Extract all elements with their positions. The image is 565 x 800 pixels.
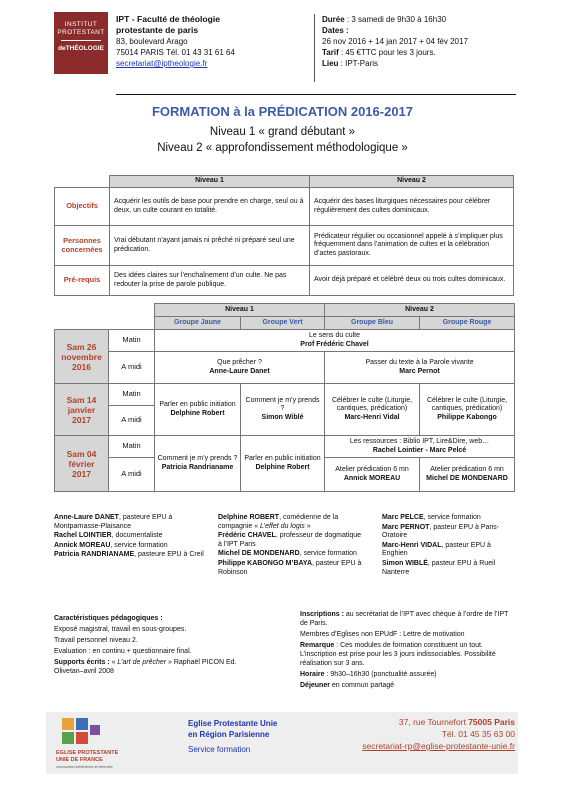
service-formation: Service formation [188,745,251,754]
person-moreau: Annick MOREAU, service formation [54,541,168,549]
day3-jaune: Comment je m’y prends ? Patricia Randrianame [155,436,241,492]
table-row [55,226,514,266]
levels-header-2: Niveau 2 [310,176,514,188]
row-label-prerequis: Pré-requis [55,266,110,296]
pedagogy-line2: Travail personnel niveau 2. [54,637,138,644]
church-name-2: en Région Parisienne [188,730,270,739]
day2-amidi-label: A midi [109,406,155,436]
institution-email-link[interactable]: secretariat@iptheologie.fr [116,59,208,68]
objectifs-n2: Acquérir des bases liturgiques nécessaires pour célébrer régulièrement des cultes dominicaux. [310,188,514,226]
inscriptions-line: Inscriptions : au secrétariat de l’IPT avec chèque à l’ordre de l’IPT de Paris. [300,611,509,627]
logo-line3: deTHÉOLOGIE [58,45,104,52]
day1-amidi-n2: Passer du texte à la Parole vivante Marc Pernot [325,352,515,384]
day3-rouge: Atelier prédication 6 mn Michel DE MONDENARD [420,458,515,492]
objectifs-n1: Acquérir les outils de base pour prendre en charge, seul ou à deux, un culte courant en totalité. [110,188,310,226]
people-col-2 [218,514,366,578]
personnes-n1: Vrai débutant n’ayant jamais ni prêché ni préparé seul une prédication. [110,226,310,266]
logo-line2: PROTESTANT [57,29,105,36]
day3-date: Sam 04 février 2017 [55,436,109,492]
person-kabongo: Philippe KABONGO M’BAYA, pasteur EPU à Robinson [218,559,362,576]
svg-text:UNIE DE FRANCE: UNIE DE FRANCE [56,757,103,763]
levels-header-1: Niveau 1 [110,176,310,188]
group-vert: Groupe Vert [241,317,325,330]
subtitle-level-2: Niveau 2 « approfondissement méthodologique » [157,142,408,154]
practical-block [300,610,514,692]
header-divider [314,14,315,82]
dates-value: 26 nov 2016 + 14 jan 2017 + 04 fév 2017 [322,37,468,46]
footer-email-link[interactable]: secretariat-rp@eglise-protestante-unie.fr [362,741,515,751]
day3-matin-label: Matin [109,436,155,458]
schedule-level-2: Niveau 2 [325,304,515,317]
day2-matin-label: Matin [109,384,155,406]
person-mondenard: Michel DE MONDENARD, service formation [218,550,357,558]
institution-name-1: IPT - Faculté de théologie [116,14,221,24]
dates-label: Dates [322,26,344,35]
day3-bleu: Atelier prédication 6 mn Annick MOREAU [325,458,420,492]
person-chavel: Frédéric CHAVEL, professeur de dogmatique à l’IPT Paris [218,532,362,548]
person-randrianame: Patricia RANDRIANAME, pasteure EPU à Creil [54,551,204,559]
day2-jaune: Parler en public initiation Delphine Robert [155,384,241,436]
day2-rouge: Célébrer le culte (Liturgie, cantiques, prédication) Philippe Kabongo [420,384,515,436]
pedagogy-title: Caractéristiques pédagogiques : [54,615,163,622]
day1-amidi-n1: Que prêcher ? Anne-Laure Danet [155,352,325,384]
table-row [55,330,515,352]
people-col-1 [54,514,204,561]
day2-bleu: Célébrer le culte (Liturgie, cantiques, prédication) Marc-Henri Vidal [325,384,420,436]
person-danet: Anne-Laure DANET, pasteure EPU à Montparnasse-Plaisance [54,514,173,530]
people-col-3 [382,514,514,578]
table-row [55,384,515,406]
person-lointier: Rachel LOINTIER, documentaliste [54,532,163,540]
footer-street: 37, rue Tournefort 75005 Paris [398,717,515,727]
row-label-personnes: Personnes concernées [55,226,110,266]
remarque-line: Remarque : Ces modules de formation constituent un tout. L’inscription est prise pour les 3 jours indissociables. Possibilité réalisation sur 3 ans. [300,642,496,667]
tarif-value: : 45 €TTC pour les 3 jours. [338,48,436,57]
members-line: Membres d’Eglises non EPUdF : Lettre de motivation [300,631,465,638]
footer-address [320,716,515,752]
personnes-n2: Prédicateur régulier ou occasionnel appelé à s’impliquer plus fréquemment dans l’animation de cultes et la célébration d’actes pastoraux. [310,226,514,266]
table-row [55,266,514,296]
table-row [55,436,515,458]
group-jaune: Groupe Jaune [155,317,241,330]
pedagogy-line1: Exposé magistral, travail en sous-groupes. [54,626,187,633]
person-wible: Simon WIBLÉ, pasteur EPU à Rueil Nanterre [382,559,496,576]
horaire-line: Horaire : 9h30–16h30 (ponctualité assurée) [300,671,437,678]
person-vidal: Marc-Henri VIDAL, pasteur EPU à Enghien [382,541,491,558]
pedagogy-block [54,614,264,678]
schedule-level-1: Niveau 1 [155,304,325,317]
svg-text:communion luthérienne et réfor: communion luthérienne et réformée [56,765,113,769]
person-pernot: Marc PERNOT, pasteur EPU à Paris-Oratoire [382,523,500,540]
svg-text:EGLISE PROTESTANTE: EGLISE PROTESTANTE [56,750,119,756]
tarif-label: Tarif [322,48,339,57]
lieu-label: Lieu [322,59,339,68]
group-rouge: Groupe Rouge [420,317,515,330]
church-block [188,718,277,755]
duree-label: Durée [322,15,345,24]
logo-line1: INSTITUT [64,21,98,28]
day1-date: Sam 26 novembre 2016 [55,330,109,384]
person-robert: Delphine ROBERT, comédienne de la compagnie « L’effet du logis » [218,514,339,530]
institution-address-1: 83, boulevard Arago [116,37,188,46]
day1-amidi-label: A midi [109,352,155,384]
day1-matin-cell: Le sens du culte Prof Frédéric Chavel [155,330,515,352]
institution-name-2: protestante de paris [116,25,199,35]
dejeuner-line: Déjeuner en commun partagé [300,682,395,689]
epudf-logo [54,716,124,772]
course-infos: Durée : 3 samedi de 9h30 à 16h30 Dates : 26 nov 2016 + 14 jan 2017 + 04 fév 2017 Tarif : 45 €TTC pour les 3 jours. Lieu : IPT-Paris [322,14,522,69]
duree-value: : 3 samedi de 9h30 à 16h30 [344,15,447,24]
church-name-1: Eglise Protestante Unie [188,719,278,728]
header-rule [116,94,516,95]
levels-table [54,175,514,296]
cross-icon [54,716,124,772]
day3-amidi-label: A midi [109,458,155,492]
day2-vert: Comment je m’y prends ? Simon Wiblé [241,384,325,436]
pedagogy-line3: Evaluation : en continu + questionnaire final. [54,648,192,655]
day3-vert: Parler en public initiation Delphine Robert [241,436,325,492]
prerequis-n2: Avoir déjà préparé et célébré deux ou trois cultes dominicaux. [310,266,514,296]
table-row [55,188,514,226]
day3-matin-n2: Les ressources : Biblio IPT, Lire&Dire, web… Rachel Lointier - Marc Pelcé [325,436,515,458]
institution-block [116,14,301,69]
schedule-table [54,303,515,492]
page-title: FORMATION à la PRÉDICATION 2016-2017 [151,104,414,119]
subtitle-level-1: Niveau 1 « grand débutant » [209,126,356,138]
prerequis-n1: Des idées claires sur l’enchaînement d’un culte. Ne pas redouter la prise de parole publique. [110,266,310,296]
table-row [55,352,515,384]
supports-line: Supports écrits : « L’art de prêcher » Raphaël PICON Ed. Olivetan–avril 2008 [54,659,237,675]
institution-address-2: 75014 PARIS Tél. 01 43 31 61 64 [116,48,235,57]
day2-date: Sam 14 janvier 2017 [55,384,109,436]
row-label-objectifs: Objectifs [55,188,110,226]
group-bleu: Groupe Bleu [325,317,420,330]
footer-tel: Tél. 01 45 35 63 00 [441,729,515,739]
lieu-value: : IPT-Paris [338,59,379,68]
ipt-logo [54,12,108,74]
day1-matin-label: Matin [109,330,155,352]
person-pelce: Marc PELCE, service formation [382,514,481,521]
